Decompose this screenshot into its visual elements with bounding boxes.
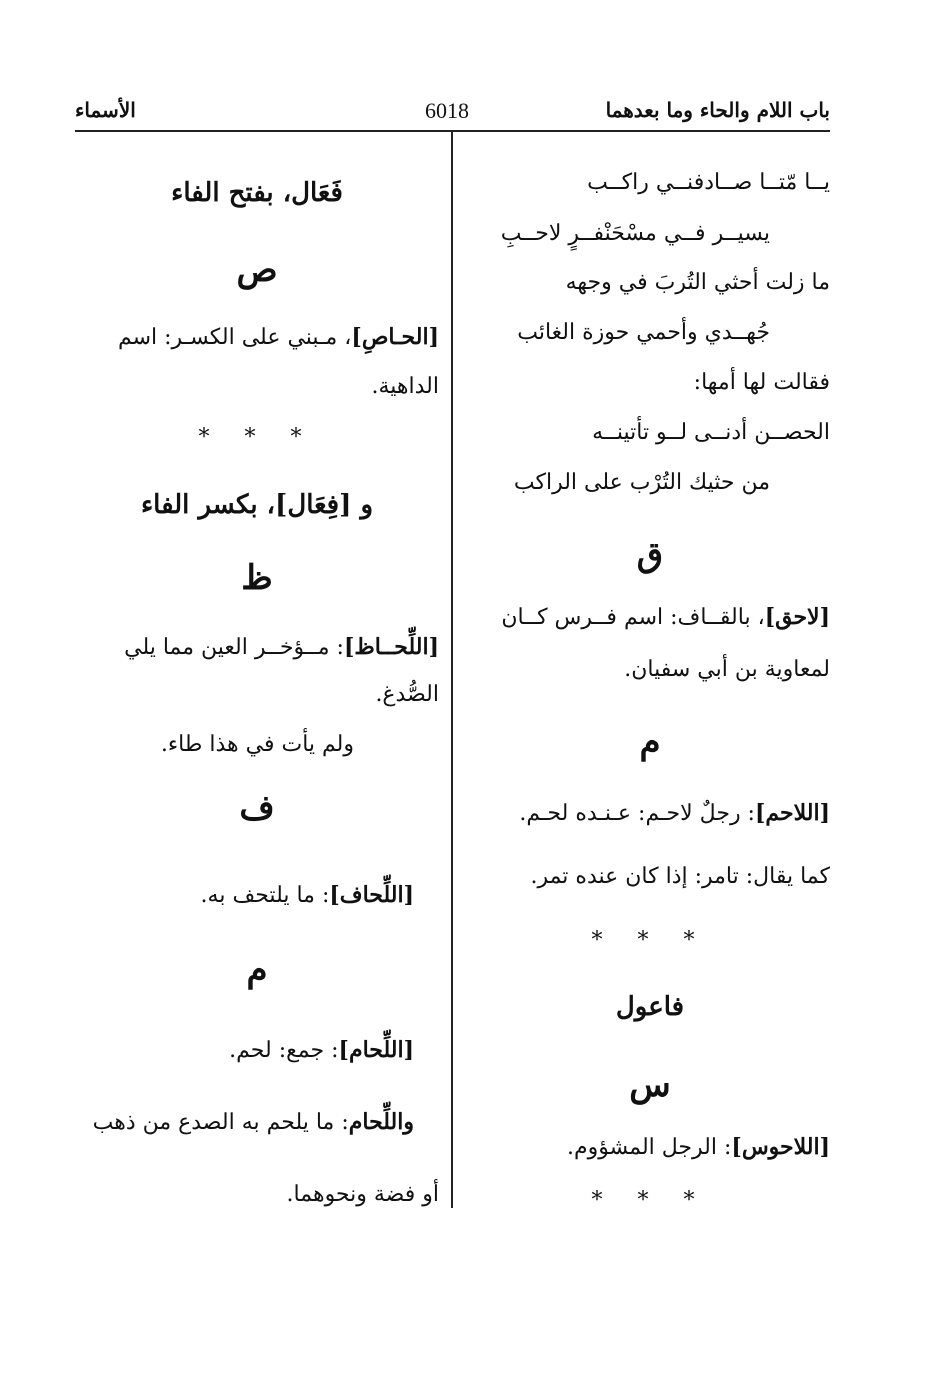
entry-definition: : الرجل المشؤوم.	[567, 1135, 732, 1160]
entry-definition: : جمع: لحم.	[229, 1038, 339, 1063]
separator-stars: * * *	[198, 425, 316, 450]
entry-continuation: الصُّدغ.	[375, 682, 439, 707]
entry-term: [اللِّحام]	[338, 1037, 414, 1063]
letter-heading: ق	[636, 535, 664, 575]
poem-line: الحصــن أدنــى لــو تأتينــه	[592, 420, 830, 445]
entry-definition: : ما يلحم به الصدع من ذهب	[92, 1110, 349, 1135]
entry-text: كما يقال: تامر: إذا كان عنده تمر.	[530, 864, 830, 889]
entry-term: واللِّحام	[348, 1109, 414, 1135]
page-header	[75, 96, 830, 132]
entry-text: ولم يأت في هذا طاء.	[160, 732, 354, 757]
entry-hass	[75, 322, 439, 353]
poem-line: يــا مّتــا صــادفنــي راكــب	[587, 170, 830, 195]
section-title: الأسماء	[75, 98, 136, 122]
entry-lihaf	[75, 880, 414, 911]
poem-line: من حثيك التُرْب على الراكب	[513, 470, 770, 495]
entry-definition: ، مـبني على الكسـر: اسم	[117, 325, 352, 350]
poem-line: ما زلت أحثي التُربَ في وجهه	[565, 270, 830, 295]
entry-definition: ، بالقــاف: اسم فــرس كــان	[501, 605, 765, 630]
letter-heading: ص	[236, 250, 278, 290]
pattern-heading: فَعَال، بفتح الفاء	[171, 178, 343, 208]
entry-continuation: لمعاوية بن أبي سفيان.	[624, 657, 830, 682]
chapter-title: باب اللام والحاء وما بعدهما	[605, 98, 830, 122]
letter-heading: م	[639, 722, 661, 762]
narration: فقالت لها أمها:	[693, 370, 830, 395]
entry-lihaz	[75, 632, 439, 663]
column-divider	[451, 130, 453, 1208]
entry-definition: : مــؤخــر العين مما يلي	[124, 635, 344, 660]
poem-line: يسيــر فــي مسْحَنْفــرٍ لاحــبِ	[500, 221, 770, 246]
poem-line: جُهــدي وأحمي حوزة الغائب	[517, 320, 770, 345]
letter-heading: ظ	[241, 558, 273, 598]
letter-heading: ف	[239, 788, 275, 828]
letter-heading: م	[246, 950, 268, 990]
entry-definition: : ما يلتحف به.	[200, 883, 330, 908]
entry-term: [اللاحم]	[754, 800, 830, 826]
entry-liham	[75, 1035, 414, 1066]
entry-continuation: الداهية.	[371, 374, 439, 399]
entry-term: [اللِّحــاظ]	[343, 634, 439, 660]
pattern-heading: و [فِعَال]، بكسر الفاء	[140, 490, 374, 520]
separator-stars: * * *	[591, 928, 709, 953]
entry-lahem	[470, 798, 830, 829]
letter-heading: س	[629, 1065, 671, 1105]
pattern-heading: فاعول	[615, 992, 685, 1022]
entry-lahous	[470, 1132, 830, 1163]
entry-term: [اللِّحاف]	[329, 882, 414, 908]
entry-continuation: أو فضة ونحوهما.	[286, 1182, 439, 1207]
entry-laheq	[470, 602, 830, 633]
entry-term: [لاحق]	[764, 604, 830, 630]
entry-definition: : رجلٌ لاحـم: عـنـده لحـم.	[519, 801, 755, 826]
separator-stars: * * *	[591, 1188, 709, 1213]
page-number: 6018	[425, 98, 469, 123]
entry-liham-2	[75, 1107, 414, 1138]
entry-term: [الحـاصِ]	[351, 324, 439, 350]
entry-term: [اللاحوس]	[731, 1134, 830, 1160]
